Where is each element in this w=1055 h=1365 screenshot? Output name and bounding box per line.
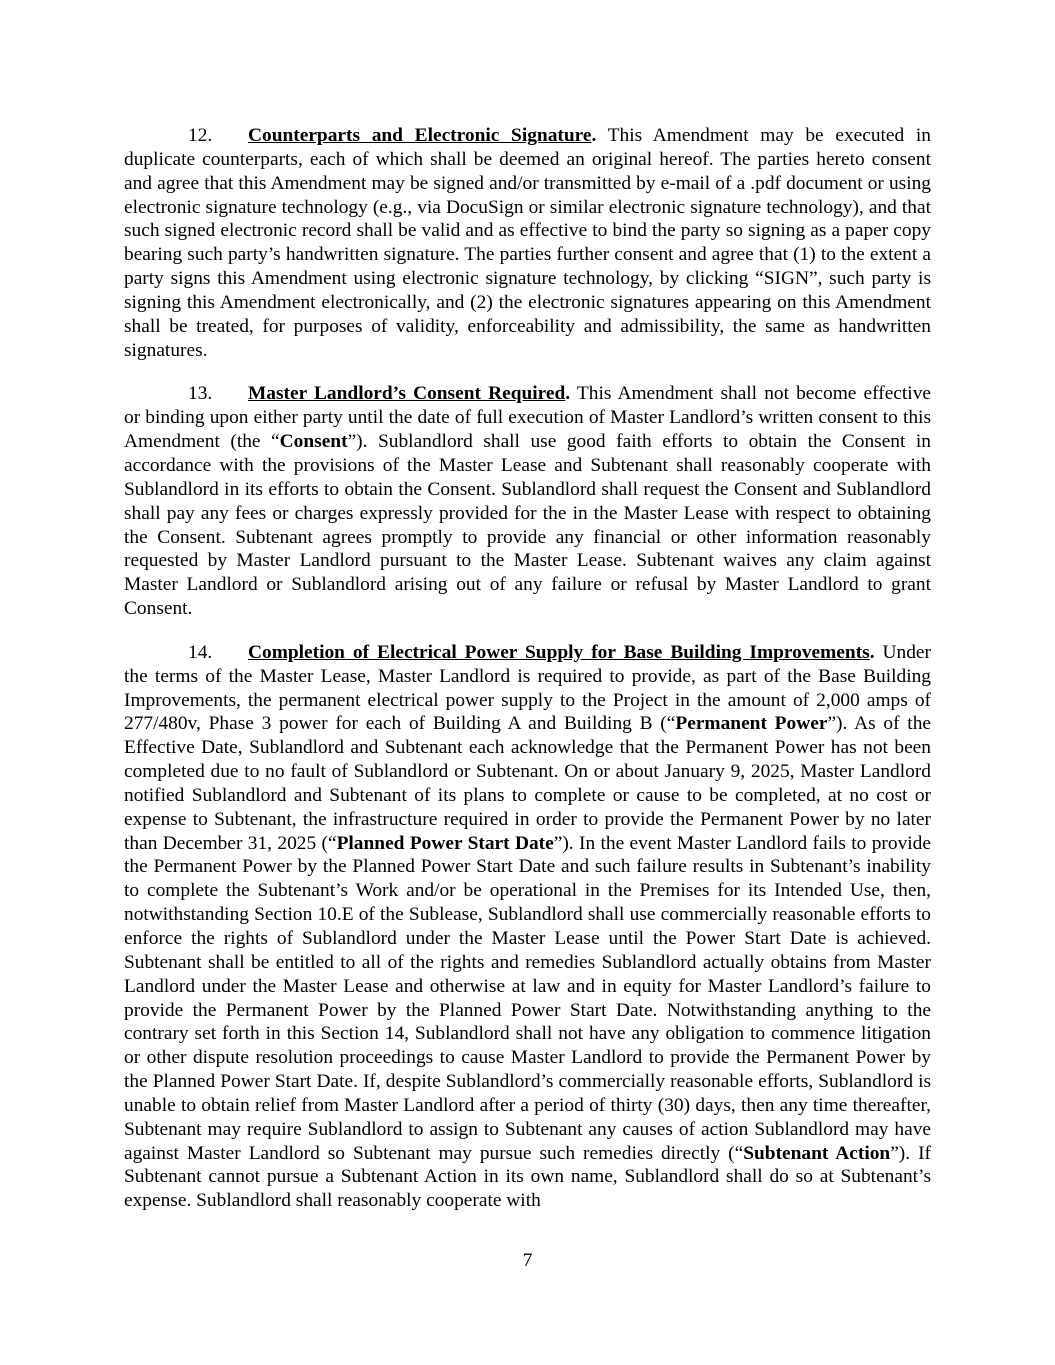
- heading-period: .: [869, 641, 875, 663]
- section-number: 14.: [188, 641, 213, 663]
- section-text: This Amendment may be executed in duplicate counterparts, each of which shall be deemed an original hereof. The parties hereto consent and agree that this Amendment may be signed and/or transmitted by e-mail of a .pdf document or using electronic signature technology (e.g., via DocuSign or similar electronic signature technology), and that such signed electronic record shall be valid and as effective to bind the party so signing as a paper copy bearing such party’s handwritten signature. The parties further consent and agree that (1) to the extent a party signs this Amendment using electronic signature technology, by clicking “SIGN”, such party is signing this Amendment electronically, and (2) the electronic signatures appearing on this Amendment shall be treated, for purposes of validity, enforceability and admissibility, the same as handwritten signatures.: [124, 125, 931, 361]
- section-text: Under the terms of the Master Lease, Master Landlord is required to provide, as part of the Base Building Improvements, the permanent electrical power supply to the Project in the amount of 2,000 amps of 277/480v, Phase 3 power for each of Building A and Building B (“: [124, 641, 931, 735]
- section-heading: Master Landlord’s Consent Required: [248, 383, 566, 405]
- page-number: 7: [522, 1250, 533, 1271]
- section-text: ”). In the event Master Landlord fails to provide the Permanent Power by the Planned Power Start Date and such failure results in Subtenant’s inability to complete the Subtenant’s Work and/or be operational in the Premises for its Intended Use, then, notwithstanding Section 10.E of the Sublease, Sublandlord shall use commercially reasonable efforts to enforce the rights of Sublandlord under the Master Lease until the Power Start Date is achieved. Subtenant shall be entitled to all of the rights and remedies Sublandlord actually obtains from Master Landlord under the Master Lease and otherwise at law and in equity for Master Landlord’s failure to provide the Permanent Power by the Planned Power Start Date. Notwithstanding anything to the contrary set forth in this Section 14, Sublandlord shall not have any obligation to commence litigation or other dispute resolution proceedings to cause Master Landlord to provide the Permanent Power by the Planned Power Start Date. If, despite Sublandlord’s commercially reasonable efforts, Sublandlord is unable to obtain relief from Master Landlord after a period of thirty (30) days, then any time thereafter, Subtenant may require Sublandlord to assign to Subtenant any causes of action Sublandlord may have against Master Landlord so Subtenant may pursue such remedies directly (“: [124, 832, 931, 1164]
- section-14: [124, 641, 931, 1213]
- defined-term-consent: Consent: [279, 431, 348, 453]
- section-heading: Completion of Electrical Power Supply for Base Building Improvements: [248, 641, 870, 663]
- section-heading: Counterparts and Electronic Signature: [248, 125, 592, 146]
- defined-term-permanent-power: Permanent Power: [675, 713, 828, 735]
- section-number: 12.: [188, 125, 213, 146]
- section-12: [124, 124, 931, 362]
- section-13: [124, 382, 931, 620]
- document-page: [124, 124, 931, 1233]
- section-text: ”). As of the Effective Date, Sublandlord and Subtenant each acknowledge that the Permanent Power has not been completed due to no fault of Sublandlord or Subtenant. On or about January 9, 2025, Master Landlord notified Sublandlord and Subtenant of its plans to complete or cause to be completed, at no cost or expense to Subtenant, the infrastructure required in order to provide the Permanent Power by no later than December 31, 2025 (“: [124, 713, 931, 854]
- section-text: This Amendment shall not become effective or binding upon either party until the date of full execution of Master Landlord’s written consent to this Amendment (the “: [124, 383, 931, 453]
- section-text: ”). Sublandlord shall use good faith efforts to obtain the Consent in accordance with the provisions of the Master Lease and Subtenant shall reasonably cooperate with Sublandlord in its efforts to obtain the Consent. Sublandlord shall request the Consent and Sublandlord shall pay any fees or charges expressly provided for the in the Master Lease with respect to obtaining the Consent. Subtenant agrees promptly to provide any financial or other information reasonably requested by Master Landlord pursuant to the Master Lease. Subtenant waives any claim against Master Landlord or Sublandlord arising out of any failure or refusal by Master Landlord to grant Consent.: [124, 431, 931, 620]
- defined-term-subtenant-action: Subtenant Action: [743, 1142, 891, 1164]
- heading-period: .: [565, 383, 571, 405]
- section-text: ”). If Subtenant cannot pursue a Subtenant Action in its own name, Sublandlord shall do so at Subtenant’s expense. Sublandlord shall reasonably cooperate with: [124, 1142, 931, 1212]
- heading-period: .: [591, 125, 597, 146]
- section-number: 13.: [188, 383, 213, 405]
- defined-term-planned-power-start-date: Planned Power Start Date: [336, 832, 554, 854]
